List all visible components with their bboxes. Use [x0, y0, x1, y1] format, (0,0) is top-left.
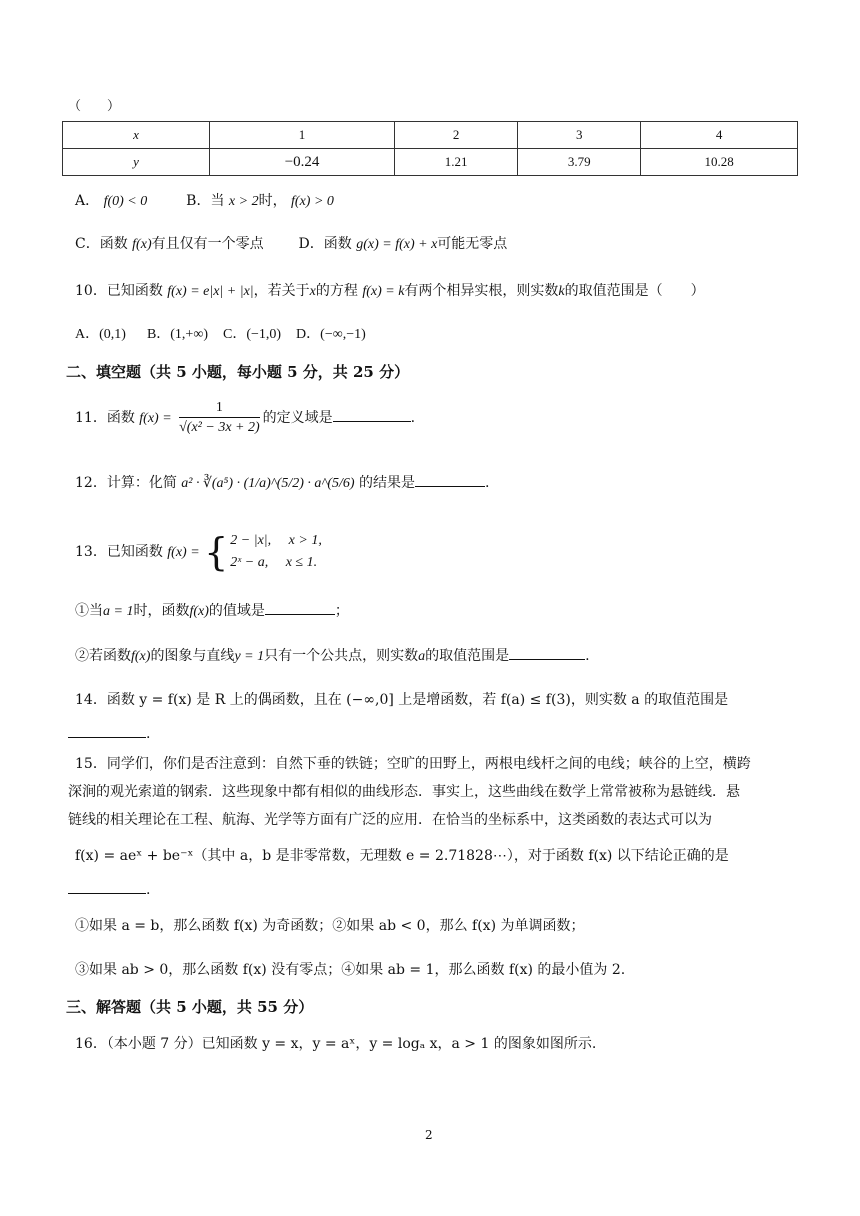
q10-mid: ，若关于 [253, 283, 310, 299]
q11-answer-blank[interactable] [333, 407, 411, 422]
q13-sub2: ②若函数f(x)的图象与直线y = 1只有一个公共点，则实数a的取值范围是 . [75, 645, 590, 667]
q11-lhs: f(x) = [139, 411, 172, 426]
q13-sub1-tail: 的值域是 [208, 603, 265, 619]
q15-line-1: 15．同学们，你们是否注意到：自然下垂的铁链；空旷的田野上，两根电线杆之间的电线；峡谷的上空，横跨 [75, 756, 751, 772]
option-d-expr: g(x) = f(x) + x [356, 237, 438, 252]
q11-fraction [179, 399, 260, 438]
option-c-label: C．函数 [75, 236, 128, 252]
value-table [62, 121, 798, 176]
q13-case-2: 2ˣ − a, x ≤ 1. [230, 555, 318, 570]
q13-sub1: ①当a = 1时，函数f(x)的值域是 ； [75, 600, 349, 622]
q13-sub2-tail: 的取值范围是 [425, 648, 510, 664]
table-cell: 10.28 [641, 149, 798, 176]
q10-option-b: B．(1,+∞) [146, 327, 208, 342]
q12-num: 12．计算：化简 [75, 475, 177, 491]
q15-line-2: 深涧的观光索道的钢索．这些现象中都有相似的曲线形态．事实上，这些曲线在数学上常常被称为悬链线．悬 [68, 784, 740, 800]
q13-cases [230, 530, 322, 574]
q13-sub1-pre: ①当 [75, 603, 103, 619]
table-cell: 2 [395, 122, 518, 149]
q13-lhs: f(x) = [167, 545, 200, 560]
option-b-mid: 时， [258, 193, 287, 209]
q10-options [75, 325, 366, 345]
q13-sub2-pre: ②若函数 [75, 648, 131, 664]
q10-expr: f(x) = e|x| + |x| [167, 284, 254, 299]
answer-parentheses: （ ） [68, 99, 121, 114]
q10-num: 10．已知函数 [75, 283, 163, 299]
q13 [75, 530, 322, 575]
q12: 12．计算：化简 a² · ∛(a⁵) · (1/a)^(5/2) · a^(5/6) 的结果是 . [75, 472, 489, 494]
option-a-expr: f(0) < 0 [103, 194, 148, 209]
table-cell: y [63, 149, 210, 176]
option-c-f: f(x) [132, 237, 152, 252]
option-a-label: A． [75, 193, 100, 209]
q13-sub2-line: y = 1 [234, 649, 265, 664]
q10-stem [75, 281, 705, 302]
option-d-label: D．函数 [298, 236, 352, 252]
table-row [63, 122, 798, 149]
q15-line-3: 链线的相关理论在工程、航海、光学等方面有广泛的应用．在恰当的坐标系中，这类函数的表达式可以为 [68, 812, 712, 828]
table-cell: x [63, 122, 210, 149]
table-cell: 1.21 [395, 149, 518, 176]
q13-sub2-answer-blank[interactable] [509, 645, 585, 660]
table-cell: 4 [641, 122, 798, 149]
q12-expr: a² · ∛(a⁵) · (1/a)^(5/2) · a^(5/6) [181, 476, 355, 491]
option-d-rest: 可能无零点 [437, 236, 508, 252]
q13-sub1-mid: 时，函数 [133, 603, 190, 619]
q10-mid3: 有两个相异实根，则实数 [404, 283, 559, 299]
q10-option-d: D．(−∞,−1) [296, 327, 366, 342]
q14: 14．函数 y = f(x) 是 R 上的偶函数，且在 (−∞,0] 上是增函数，若 f(a) ≤ f(3)，则实数 a 的取值范围是 [75, 692, 729, 708]
q10-option-c: C．(−1,0) [222, 327, 282, 342]
q13-sub1-answer-blank[interactable] [265, 600, 335, 615]
q12-answer-blank[interactable] [415, 472, 485, 487]
q15-answer-line: . [68, 879, 150, 900]
q13-num: 13．已知函数 [75, 544, 163, 560]
q15-line-6: ①如果 a = b，那么函数 f(x) 为奇函数；②如果 ab < 0，那么 f(x) 为单调函数； [75, 918, 585, 934]
table-cell: 3.79 [518, 149, 641, 176]
q9-options-ab [75, 191, 334, 212]
table-cell: 3 [518, 122, 641, 149]
q10-option-a: A．(0,1) [75, 327, 126, 342]
q10-mid2: 的方程 [315, 283, 358, 299]
q15-answer-blank[interactable] [68, 879, 146, 894]
q14-answer-blank[interactable] [68, 723, 146, 738]
q15-line-7: ③如果 ab > 0，那么函数 f(x) 没有零点；④如果 ab = 1，那么函数 f(x) 的最小值为 2. [75, 962, 626, 978]
q13-sub2-mid2: 只有一个公共点，则实数 [264, 648, 419, 664]
q13-sub2-a: a [418, 649, 426, 664]
q13-case-1: 2 − |x|, x > 1, [230, 533, 322, 548]
q11-num: 11．函数 [75, 410, 135, 426]
q11-denominator: √(x² − 3x + 2) [179, 419, 260, 435]
q9-options-cd [75, 234, 507, 255]
table-cell: 1 [210, 122, 395, 149]
table-row [63, 149, 798, 176]
q12-tail: 的结果是 [359, 475, 415, 491]
left-brace-icon: { [204, 530, 229, 574]
q13-sub1-f: f(x) [189, 604, 209, 619]
section-2-heading: 二、填空题（共 5 小题，每小题 5 分，共 25 分） [66, 363, 410, 381]
q13-sub2-mid: 的图象与直线 [150, 648, 235, 664]
q11: 11．函数 f(x) = $\frac{1}{\text{√(x² − 3x + 2)}}$ 的定义域是 . [75, 398, 415, 439]
q10-tail: 的取值范围是（ ） [564, 283, 705, 299]
q15-line-4: f(x) = aeˣ + be⁻ˣ（其中 a，b 是非零常数，无理数 e = 2.71828⋯），对于函数 f(x) 以下结论正确的是 [75, 848, 729, 864]
q10-var: x [309, 284, 316, 299]
page-number: 2 [425, 1128, 433, 1142]
q13-sub1-cond: a = 1 [103, 604, 134, 619]
q11-numerator: 1 [179, 399, 260, 418]
q10-k: k [558, 284, 565, 299]
option-b-label: B．当 [186, 193, 225, 209]
q10-eq: f(x) = k [362, 284, 405, 299]
option-c-rest: 有且仅有一个零点 [151, 236, 264, 252]
table-cell: −0.24 [210, 149, 395, 176]
q11-tail: 的定义域是 [262, 410, 333, 426]
q13-sub2-f: f(x) [131, 649, 151, 664]
section-3-heading: 三、解答题（共 5 小题，共 55 分） [66, 998, 314, 1016]
q16: 16．（本小题 7 分）已知函数 y = x，y = aˣ，y = logₐ x，a > 1 的图象如图所示. [75, 1036, 597, 1052]
q14-answer-line: . [68, 723, 150, 744]
option-b-cond: x > 2 [228, 194, 259, 209]
option-b-expr: f(x) > 0 [291, 194, 334, 209]
